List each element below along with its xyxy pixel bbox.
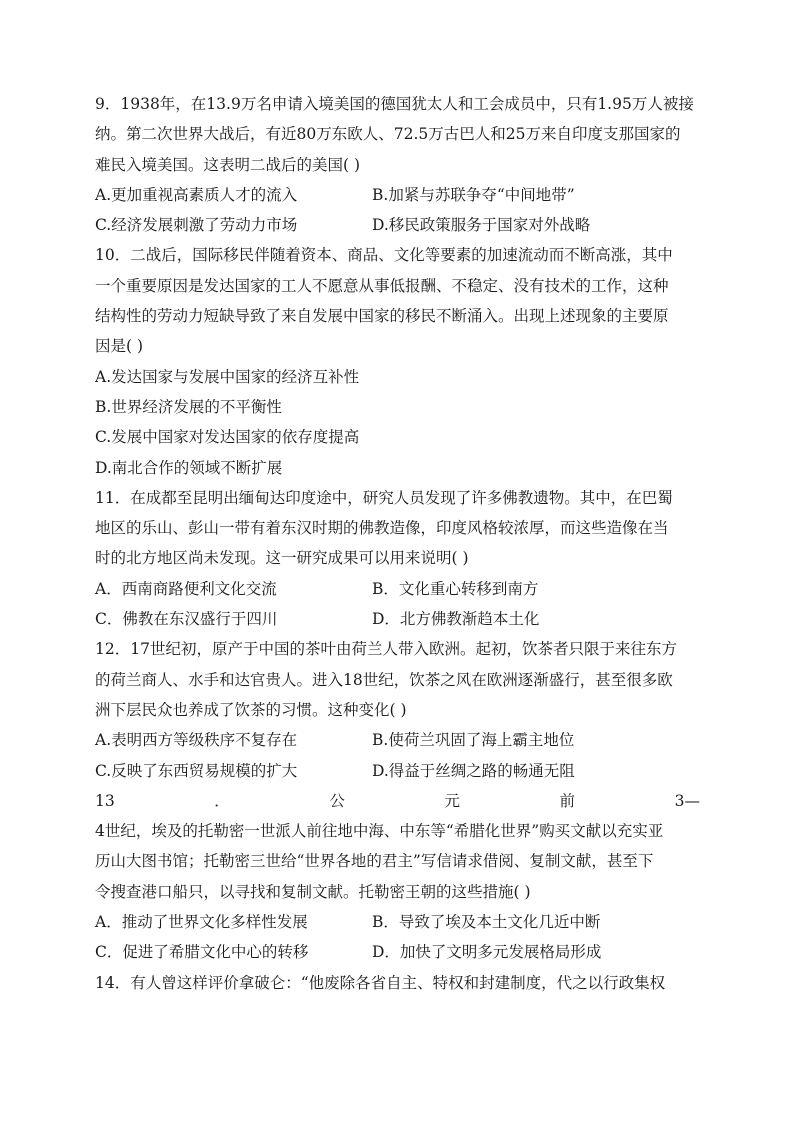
q13-justified-line — [95, 786, 700, 816]
q12-option-b: B.使荷兰巩固了海上霸主地位 — [372, 731, 575, 750]
q11-option-d: D．北方佛教渐趋本土化 — [372, 610, 540, 629]
q12-stem-line: 的荷兰商人、水手和达官贵人。进入18世纪，饮茶之风在欧洲逐渐盛行，甚至很多欧 — [95, 670, 673, 689]
q10-option-b: B.世界经济发展的不平衡性 — [95, 397, 282, 416]
q9-stem-line: 9．1938年，在13.9万名申请入境美国的德国犹太人和工会成员中，只有1.95万人被接 — [95, 95, 694, 113]
q9-stem-line: 纳。第二次世界大战后，有近80万东欧人、72.5万古巴人和25万来自印度支那国家的 — [95, 125, 681, 144]
q11-stem-line: 时的北方地区尚未发现。这一研究成果可以用来说明( ) — [95, 549, 469, 568]
q13-option-d: D．加快了文明多元发展格局形成 — [372, 943, 602, 962]
q10-stem-line: 一个重要原因是发达国家的工人不愿意从事低报酬、不稳定、没有技术的工作，这种 — [95, 276, 669, 295]
q13-options-row — [95, 907, 700, 937]
q13-option-c: C．促进了希腊文化中心的转移 — [95, 943, 309, 962]
q13-number: 13 — [95, 791, 115, 810]
q11-option-b: B．文化重心转移到南方 — [372, 579, 539, 598]
q12-stem-line: 洲下层民众也养成了饮茶的习惯。这种变化( ) — [95, 700, 407, 719]
q13-word: 公 — [329, 791, 345, 810]
q10-stem-line: 结构性的劳动力短缺导致了来自发展中国家的移民不断涌入。出现上述现象的主要原 — [95, 307, 669, 326]
q13-number-dot: ． — [214, 791, 230, 810]
q9-option-a: A.更加重视高素质人才的流入 — [95, 185, 298, 204]
q13-stem-line: 令搜查港口船只，以寻找和复制文献。托勒密王朝的这些措施( ) — [95, 882, 531, 901]
q14-stem-line: 14．有人曾这样评价拿破仑：“他废除各省自主、特权和封建制度，代之以行政集权 — [95, 973, 666, 992]
q9-options-row — [95, 180, 700, 210]
q13-stem-line: 4世纪，埃及的托勒密一世派人前往地中海、中东等“希腊化世界”购买文献以充实亚 — [95, 822, 664, 841]
q13-options-row — [95, 937, 700, 967]
q12-options-row — [95, 756, 700, 786]
q12-option-c: C.反映了东西贸易规模的扩大 — [95, 761, 298, 780]
q9-options-row — [95, 210, 700, 240]
q10-option-d: D.南北合作的领域不断扩展 — [95, 458, 283, 477]
q10-option-c: C.发展中国家对发达国家的依存度提高 — [95, 428, 360, 447]
q13-stem-line: 历山大图书馆；托勒密三世给“世界各地的君主”写信请求借阅、复制文献，甚至下 — [95, 852, 654, 871]
q12-option-a: A.表明西方等级秩序不复存在 — [95, 731, 298, 750]
q11-options-row — [95, 574, 700, 604]
q11-stem-line: 地区的乐山、彭山一带有着东汉时期的佛教造像，印度风格较浓厚，而这些造像在当 — [95, 519, 669, 538]
q13-option-a: A．推动了世界文化多样性发展 — [95, 913, 308, 932]
q12-options-row — [95, 725, 700, 755]
q9-stem-line: 难民入境美国。这表明二战后的美国( ) — [95, 155, 361, 174]
q9-option-d: D.移民政策服务于国家对外战略 — [372, 216, 591, 235]
q9-option-b: B.加紧与苏联争夺“中间地带” — [372, 185, 575, 204]
q10-option-a: A.发达国家与发展中国家的经济互补性 — [95, 367, 360, 386]
q10-stem-line: 因是( ) — [95, 337, 144, 356]
q10-stem-line: 10．二战后，国际移民伴随着资本、商品、文化等要素的加速流动而不断高涨，其中 — [95, 246, 673, 265]
q12-option-d: D.得益于丝绸之路的畅通无阻 — [372, 761, 575, 780]
q13-word: 前 — [559, 791, 576, 810]
q13-word: 元 — [444, 791, 460, 810]
q11-option-a: A．西南商路便利文化交流 — [95, 579, 277, 598]
q9-option-c: C.经济发展刺激了劳动力市场 — [95, 216, 298, 235]
q11-option-c: C．佛教在东汉盛行于四川 — [95, 610, 278, 629]
q12-stem-line: 12．17世纪初，原产于中国的茶叶由荷兰人带入欧洲。起初，饮茶者只限于来往东方 — [95, 640, 677, 659]
q11-options-row — [95, 604, 700, 634]
q13-option-b: B．导致了埃及本土文化几近中断 — [372, 913, 601, 932]
q13-word: 3— — [674, 791, 700, 810]
question-list — [95, 89, 700, 998]
q11-stem-line: 11．在成都至昆明出缅甸达印度途中，研究人员发现了许多佛教遗物。其中，在巴蜀 — [95, 488, 673, 507]
